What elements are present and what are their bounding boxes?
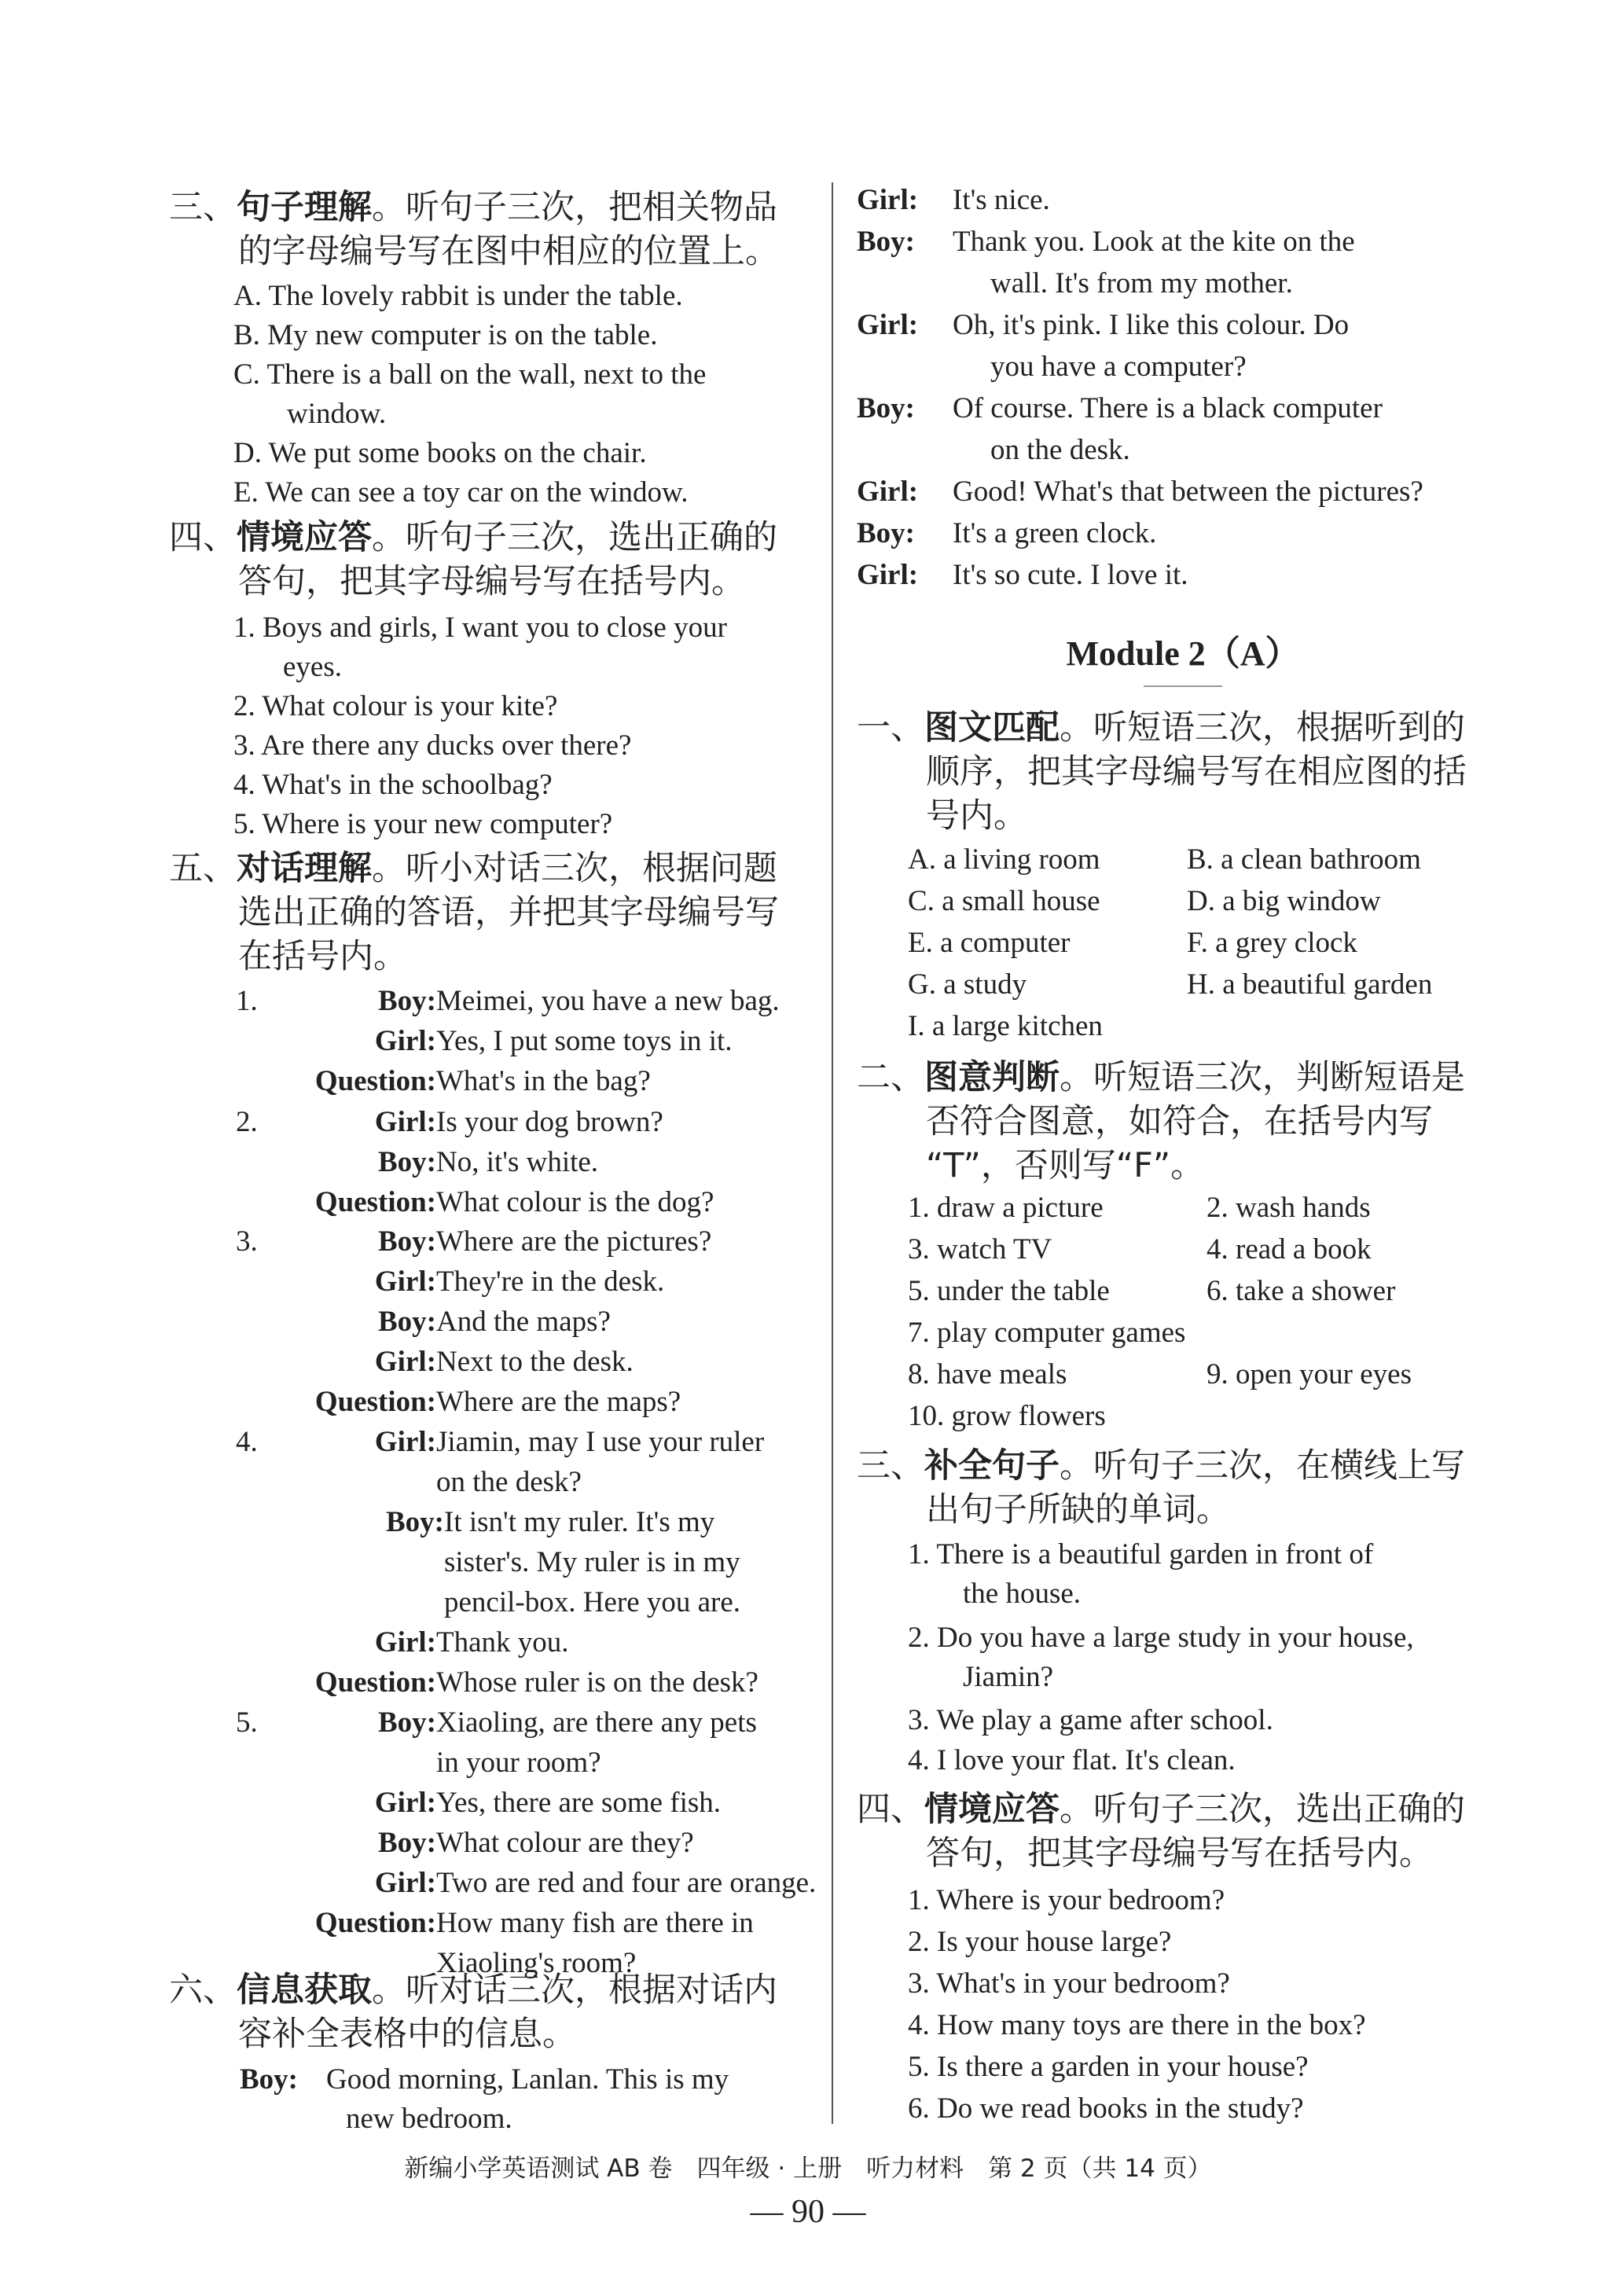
option-line: window. <box>287 398 387 430</box>
option-item: E. a computer <box>908 927 1071 959</box>
speaker-label: Girl: <box>374 1426 436 1458</box>
option-item: I. a large kitchen <box>908 1010 1103 1042</box>
option-item: 1. draw a picture <box>908 1192 1104 1224</box>
option-line: E. We can see a toy car on the window. <box>233 476 689 509</box>
heading-line: 容补全表格中的信息。 <box>238 2015 576 2054</box>
option-item: 2. wash hands <box>1206 1192 1371 1224</box>
sentence-line: 2. Do you have a large study in your house, <box>908 1622 1414 1654</box>
heading-line: 的字母编号写在图中相应的位置上。 <box>238 232 779 271</box>
sentence-line: 1. There is a beautiful garden in front of <box>908 1538 1374 1570</box>
heading-line: 选出正确的答语，并把其字母编号写 <box>238 893 779 932</box>
heading-line: 四、情境应答。听句子三次，选出正确的 <box>169 518 777 557</box>
question-line: 4. What's in the schoolbag? <box>233 769 553 801</box>
heading-line: “T”，否则写“F”。 <box>926 1146 1205 1185</box>
speaker-label: Boy: <box>378 1146 436 1178</box>
section-heading <box>169 847 810 979</box>
heading-line: 三、补全句子。听句子三次，在横线上写 <box>857 1446 1465 1486</box>
speaker-label: Girl: <box>374 1106 436 1138</box>
question-line: 1. Where is your bedroom? <box>908 1884 1225 1916</box>
utterance: Yes, there are some fish. <box>436 1787 722 1819</box>
option-item: F. a grey clock <box>1187 927 1357 959</box>
utterance: It's a green clock. <box>953 517 1157 549</box>
utterance: Good morning, Lanlan. This is my <box>326 2063 729 2096</box>
option-line: A. The lovely rabbit is under the table. <box>233 280 683 312</box>
speaker-label: Boy: <box>857 517 915 549</box>
speaker-label: Girl: <box>374 1787 436 1819</box>
heading-line: 在括号内。 <box>238 937 407 976</box>
utterance: Good! What's that between the pictures? <box>953 476 1423 508</box>
speaker-label: Girl: <box>374 1025 436 1057</box>
utterance: No, it's white. <box>436 1146 599 1178</box>
question-line: 2. Is your house large? <box>908 1926 1172 1958</box>
utterance: What's in the bag? <box>436 1065 651 1097</box>
utterance: pencil-box. Here you are. <box>444 1586 741 1618</box>
utterance: It isn't my ruler. It's my <box>444 1506 715 1538</box>
utterance: Thank you. Look at the kite on the <box>953 226 1355 258</box>
dialogue-number: 5. <box>236 1706 258 1739</box>
speaker-label: Question: <box>314 1666 436 1699</box>
sentence-line: 3. We play a game after school. <box>908 1704 1273 1736</box>
question-line: 1. Boys and girls, I want you to close your <box>233 612 727 644</box>
section-heading <box>857 1444 1509 1532</box>
heading-line: 四、情境应答。听句子三次，选出正确的 <box>857 1790 1465 1829</box>
utterance: Of course. There is a black computer <box>953 392 1383 424</box>
option-line: B. My new computer is on the table. <box>233 319 658 351</box>
heading-line: 否符合图意，如符合，在括号内写 <box>926 1102 1433 1141</box>
speaker-label: Question: <box>314 1907 436 1939</box>
heading-line: 号内。 <box>926 796 1027 836</box>
utterance: Whose ruler is on the desk? <box>436 1666 758 1699</box>
sentence-line: Jiamin? <box>963 1661 1054 1693</box>
utterance: Two are red and four are orange. <box>436 1867 817 1899</box>
speaker-label: Boy: <box>378 1706 436 1739</box>
option-item: A. a living room <box>908 843 1100 876</box>
utterance: Yes, I put some toys in it. <box>436 1025 733 1057</box>
column-divider <box>832 182 833 2124</box>
option-item: 9. open your eyes <box>1206 1358 1412 1390</box>
utterance: Is your dog brown? <box>436 1106 663 1138</box>
option-item: 8. have meals <box>908 1358 1067 1390</box>
heading-line: 出句子所缺的单词。 <box>926 1490 1230 1530</box>
section-heading <box>169 516 810 604</box>
option-item: G. a study <box>908 968 1027 1001</box>
option-item: 3. watch TV <box>908 1233 1052 1266</box>
speaker-label: Boy: <box>240 2063 298 2096</box>
section-heading <box>169 186 810 274</box>
utterance: What colour are they? <box>436 1827 694 1859</box>
utterance: Xiaoling's room? <box>436 1947 637 1979</box>
module-title: Module 2（A） <box>1066 634 1300 673</box>
speaker-label: Girl: <box>857 476 919 508</box>
dialogue-number: 2. <box>236 1106 258 1138</box>
question-line: 6. Do we read books in the study? <box>908 2092 1304 2125</box>
speaker-label: Girl: <box>374 1626 436 1659</box>
dialogue-number: 3. <box>236 1225 258 1258</box>
option-item: B. a clean bathroom <box>1187 843 1421 876</box>
option-item: 7. play computer games <box>908 1317 1186 1349</box>
utterance: What colour is the dog? <box>436 1186 714 1218</box>
utterance: sister's. My ruler is in my <box>444 1546 740 1578</box>
heading-line: 六、信息获取。听对话三次，根据对话内 <box>169 1971 777 2010</box>
speaker-label: Girl: <box>857 559 919 591</box>
utterance: Next to the desk. <box>436 1346 634 1378</box>
option-item: 6. take a shower <box>1206 1275 1396 1307</box>
speaker-label: Girl: <box>374 1346 436 1378</box>
question-line: 5. Is there a garden in your house? <box>908 2051 1309 2083</box>
option-item: 10. grow flowers <box>908 1400 1106 1432</box>
option-line: D. We put some books on the chair. <box>233 437 647 469</box>
section-heading <box>857 1787 1509 1875</box>
utterance: in your room? <box>436 1747 601 1779</box>
option-item: H. a beautiful garden <box>1187 968 1433 1001</box>
speaker-label: Boy: <box>378 1306 436 1338</box>
heading-line: 二、图意判断。听短语三次，判断短语是 <box>857 1058 1465 1097</box>
utterance: How many fish are there in <box>436 1907 754 1939</box>
sentence-line: 4. I love your flat. It's clean. <box>908 1744 1236 1776</box>
section-heading <box>169 1968 810 2056</box>
speaker-label: Girl: <box>374 1266 436 1298</box>
section-heading <box>857 1056 1509 1188</box>
utterance: new bedroom. <box>346 2103 512 2135</box>
heading-line: 顺序，把其字母编号写在相应图的括 <box>926 752 1467 792</box>
speaker-label: Boy: <box>378 985 436 1017</box>
speaker-label: Boy: <box>857 392 915 424</box>
heading-line: 三、句子理解。听句子三次，把相关物品 <box>169 188 777 227</box>
speaker-label: Girl: <box>857 184 919 216</box>
question-line: 3. Are there any ducks over there? <box>233 729 632 762</box>
question-line: eyes. <box>283 651 342 683</box>
option-item: C. a small house <box>908 885 1100 917</box>
title-rule <box>1144 685 1222 687</box>
speaker-label: Girl: <box>857 309 919 341</box>
question-line: 5. Where is your new computer? <box>233 808 613 840</box>
option-line: C. There is a ball on the wall, next to the <box>233 358 707 391</box>
speaker-label: Girl: <box>374 1867 436 1899</box>
heading-line: 答句，把其字母编号写在括号内。 <box>238 562 745 601</box>
question-line: 4. How many toys are there in the box? <box>908 2009 1366 2041</box>
option-item: 5. under the table <box>908 1275 1110 1307</box>
question-line: 3. What's in your bedroom? <box>908 1967 1230 2000</box>
utterance: you have a computer? <box>990 351 1247 383</box>
utterance: Xiaoling, are there any pets <box>436 1706 757 1739</box>
utterance: wall. It's from my mother. <box>990 267 1293 299</box>
option-item: 4. read a book <box>1206 1233 1372 1266</box>
speaker-label: Boy: <box>857 226 915 258</box>
utterance: on the desk? <box>436 1466 582 1498</box>
utterance: Where are the maps? <box>436 1386 681 1418</box>
question-line: 2. What colour is your kite? <box>233 690 558 722</box>
sentence-line: the house. <box>963 1578 1082 1610</box>
utterance: Thank you. <box>436 1626 569 1659</box>
utterance: It's nice. <box>953 184 1050 216</box>
speaker-label: Question: <box>314 1386 436 1418</box>
utterance: Meimei, you have a new bag. <box>436 985 780 1017</box>
dialogue-number: 4. <box>236 1426 258 1458</box>
utterance: They're in the desk. <box>436 1266 665 1298</box>
utterance: Jiamin, may I use your ruler <box>436 1426 765 1458</box>
utterance: And the maps? <box>436 1306 611 1338</box>
speaker-label: Question: <box>314 1065 436 1097</box>
section-heading <box>857 706 1509 838</box>
speaker-label: Boy: <box>378 1827 436 1859</box>
heading-line: 一、图文匹配。听短语三次，根据听到的 <box>857 708 1465 748</box>
heading-line: 答句，把其字母编号写在括号内。 <box>926 1834 1433 1873</box>
page-footer: 新编小学英语测试 AB 卷 四年级 · 上册 听力材料 第 2 页（共 14 页） <box>404 2155 1212 2183</box>
utterance: It's so cute. I love it. <box>953 559 1188 591</box>
utterance: Oh, it's pink. I like this colour. Do <box>953 309 1350 341</box>
page-number: — 90 — <box>750 2194 866 2230</box>
speaker-label: Question: <box>314 1186 436 1218</box>
speaker-label: Boy: <box>386 1506 444 1538</box>
utterance: Where are the pictures? <box>436 1225 712 1258</box>
heading-line: 五、对话理解。听小对话三次，根据问题 <box>169 849 777 888</box>
utterance: on the desk. <box>990 434 1130 466</box>
dialogue-number: 1. <box>236 985 258 1017</box>
speaker-label: Boy: <box>378 1225 436 1258</box>
option-item: D. a big window <box>1187 885 1381 917</box>
